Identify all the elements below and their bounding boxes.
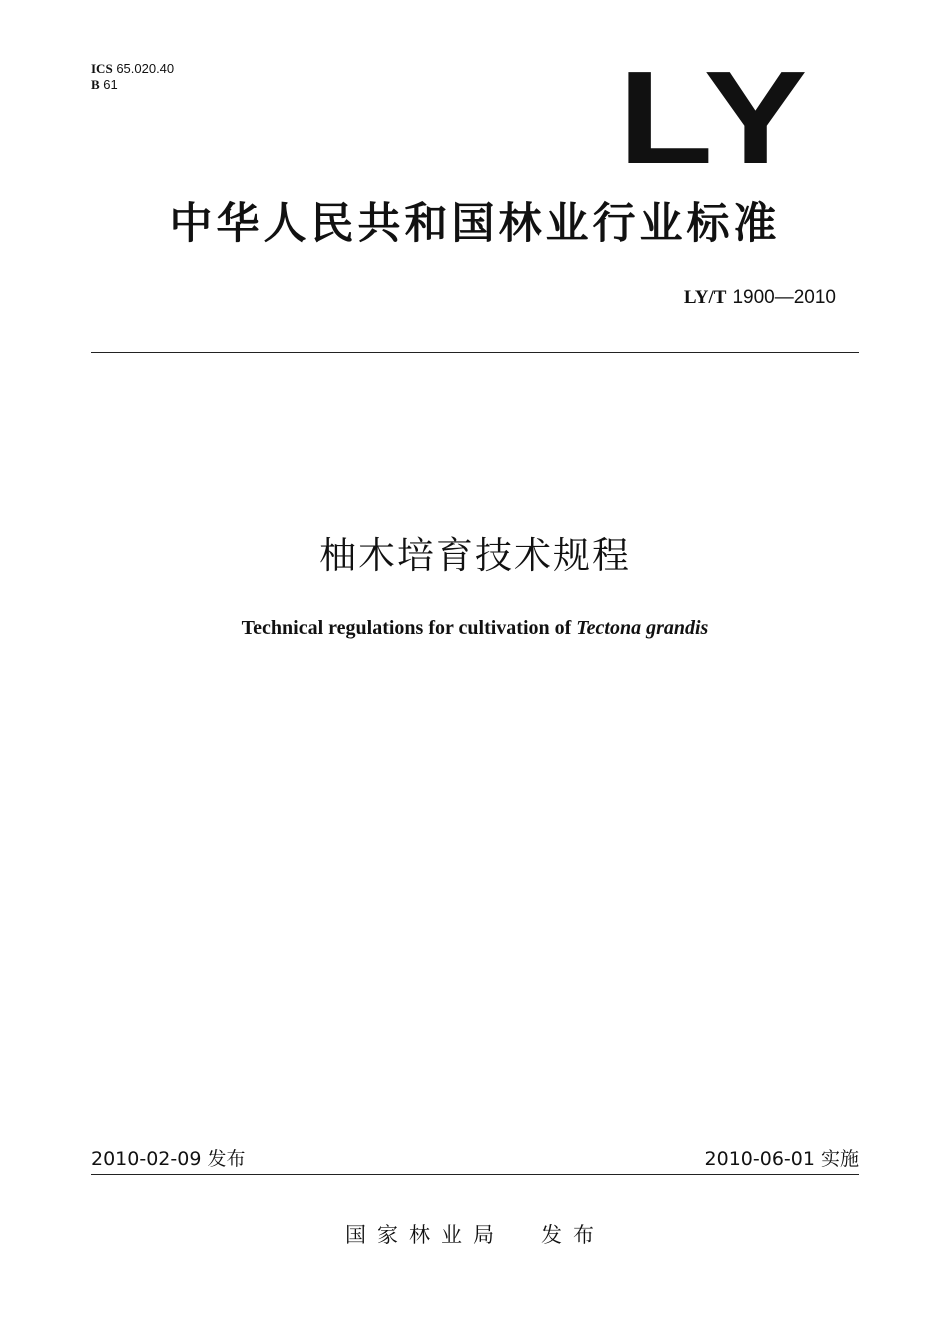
ics-line: [91, 61, 174, 77]
issuer-issue-word: 发布: [541, 1223, 605, 1247]
issuer-name: 国家林业局: [345, 1223, 505, 1247]
ccs-line: [91, 77, 174, 93]
ly-logo: LY: [618, 44, 813, 191]
title-en-species: Tectona grandis: [576, 617, 709, 639]
issue-date: [91, 1144, 245, 1171]
ccs-code: 61: [103, 77, 118, 92]
issue-date-label: 发布: [207, 1148, 246, 1170]
implementation-date-value: 2010-06-01: [704, 1148, 815, 1170]
issue-date-value: 2010-02-09: [91, 1148, 202, 1170]
standard-number: [684, 287, 836, 309]
ics-label: ICS: [91, 61, 113, 76]
ics-code: 65.020.40: [116, 61, 175, 76]
document-title-en: [0, 617, 950, 640]
standard-category-title: 中华人民共和国林业行业标准: [169, 199, 781, 249]
issuer-line: [0, 1219, 950, 1249]
implementation-date-label: 实施: [820, 1148, 859, 1170]
implementation-date: [705, 1144, 859, 1171]
document-title-cn: 柚木培育技术规程: [319, 534, 631, 577]
standard-number-prefix: LY/T: [683, 287, 727, 308]
footer-divider: [91, 1174, 859, 1175]
standard-number-value: 1900—2010: [732, 287, 836, 308]
title-en-main: Technical regulations for cultivation of: [241, 617, 577, 639]
classification-codes: [91, 61, 174, 93]
ccs-label: B: [91, 77, 100, 92]
header-divider: [91, 352, 859, 353]
